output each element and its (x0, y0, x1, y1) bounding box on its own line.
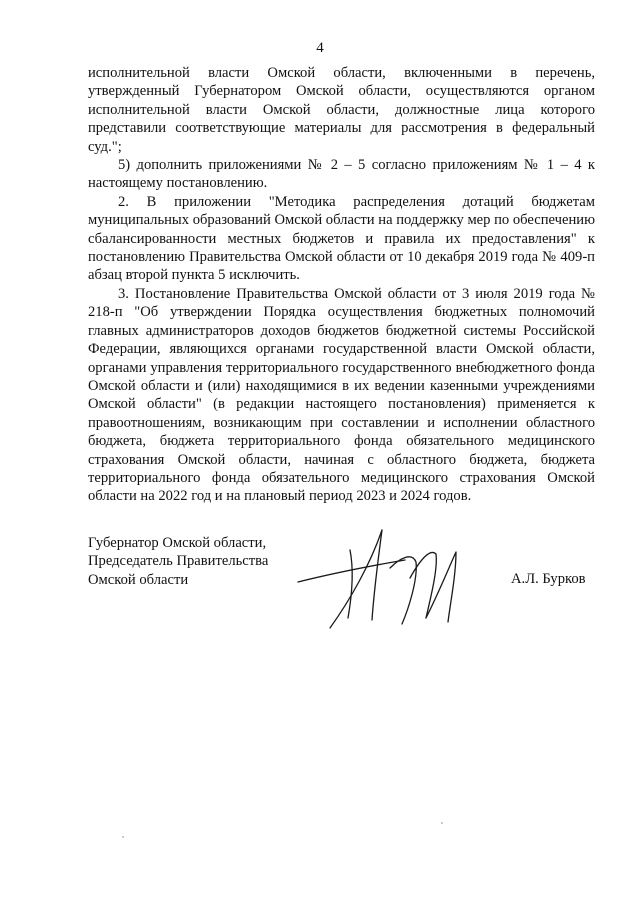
scan-speck (441, 822, 443, 824)
paragraph-item-5: 5) дополнить приложениями № 2 – 5 согласно приложениям № 1 – 4 к настоящему постановлению. (88, 157, 595, 192)
scan-speck (122, 836, 124, 838)
signatory-title-line: Губернатор Омской области, (88, 535, 267, 551)
paragraph-section-3: 3. Постановление Правительства Омской области от 3 июля 2019 года № 218-п "Об утверждении Порядка осуществления бюджетных полномочий главных администраторов доходов бюджетов бюджетной системы Российской Федерации, являющихся органами государственной власти Омской области, органами управления территориального государственного внебюджетного фонда Омской области и (или) находящимися в их ведении казенными учреждениями Омской области" (в редакции настоящего постановления) применяется к правоотношениям, возникающим при составлении и исполнении областного бюджета, бюджета территориального фонда обязательного медицинского страхования Омской области, начиная с областного бюджета, бюджета территориального фонда обязательного медицинского страхования Омской области на 2022 год и на плановый период 2023 и 2024 годов. (88, 285, 595, 505)
paragraph-section-2: 2. В приложении "Методика распределения дотаций бюджетам муниципальных образований Омской области на поддержку мер по обеспечению сбалансированности местных бюджетов и правила их предоставления" к постановлению Правительства Омской области от 10 декабря 2019 года № 409-п абзац второй пункта 5 исключить. (88, 193, 595, 284)
signatory-title-line: Омской области (88, 571, 189, 588)
paragraph-continuation: исполнительной власти Омской области, включенными в перечень, утвержденный Губернатором Омской области, осуществляются органом исполнительной власти Омской области, должностные лица которого представили соответствующие материалы для рассмотрения в федеральный суд."; (88, 65, 595, 155)
signatory-title (88, 534, 268, 589)
document-body (88, 64, 595, 506)
signatory-name: А.Л. Бурков (511, 571, 586, 587)
page-number: 4 (316, 40, 324, 56)
handwritten-signature (290, 520, 490, 630)
signatory-title-line: Председатель Правительства (88, 553, 269, 570)
